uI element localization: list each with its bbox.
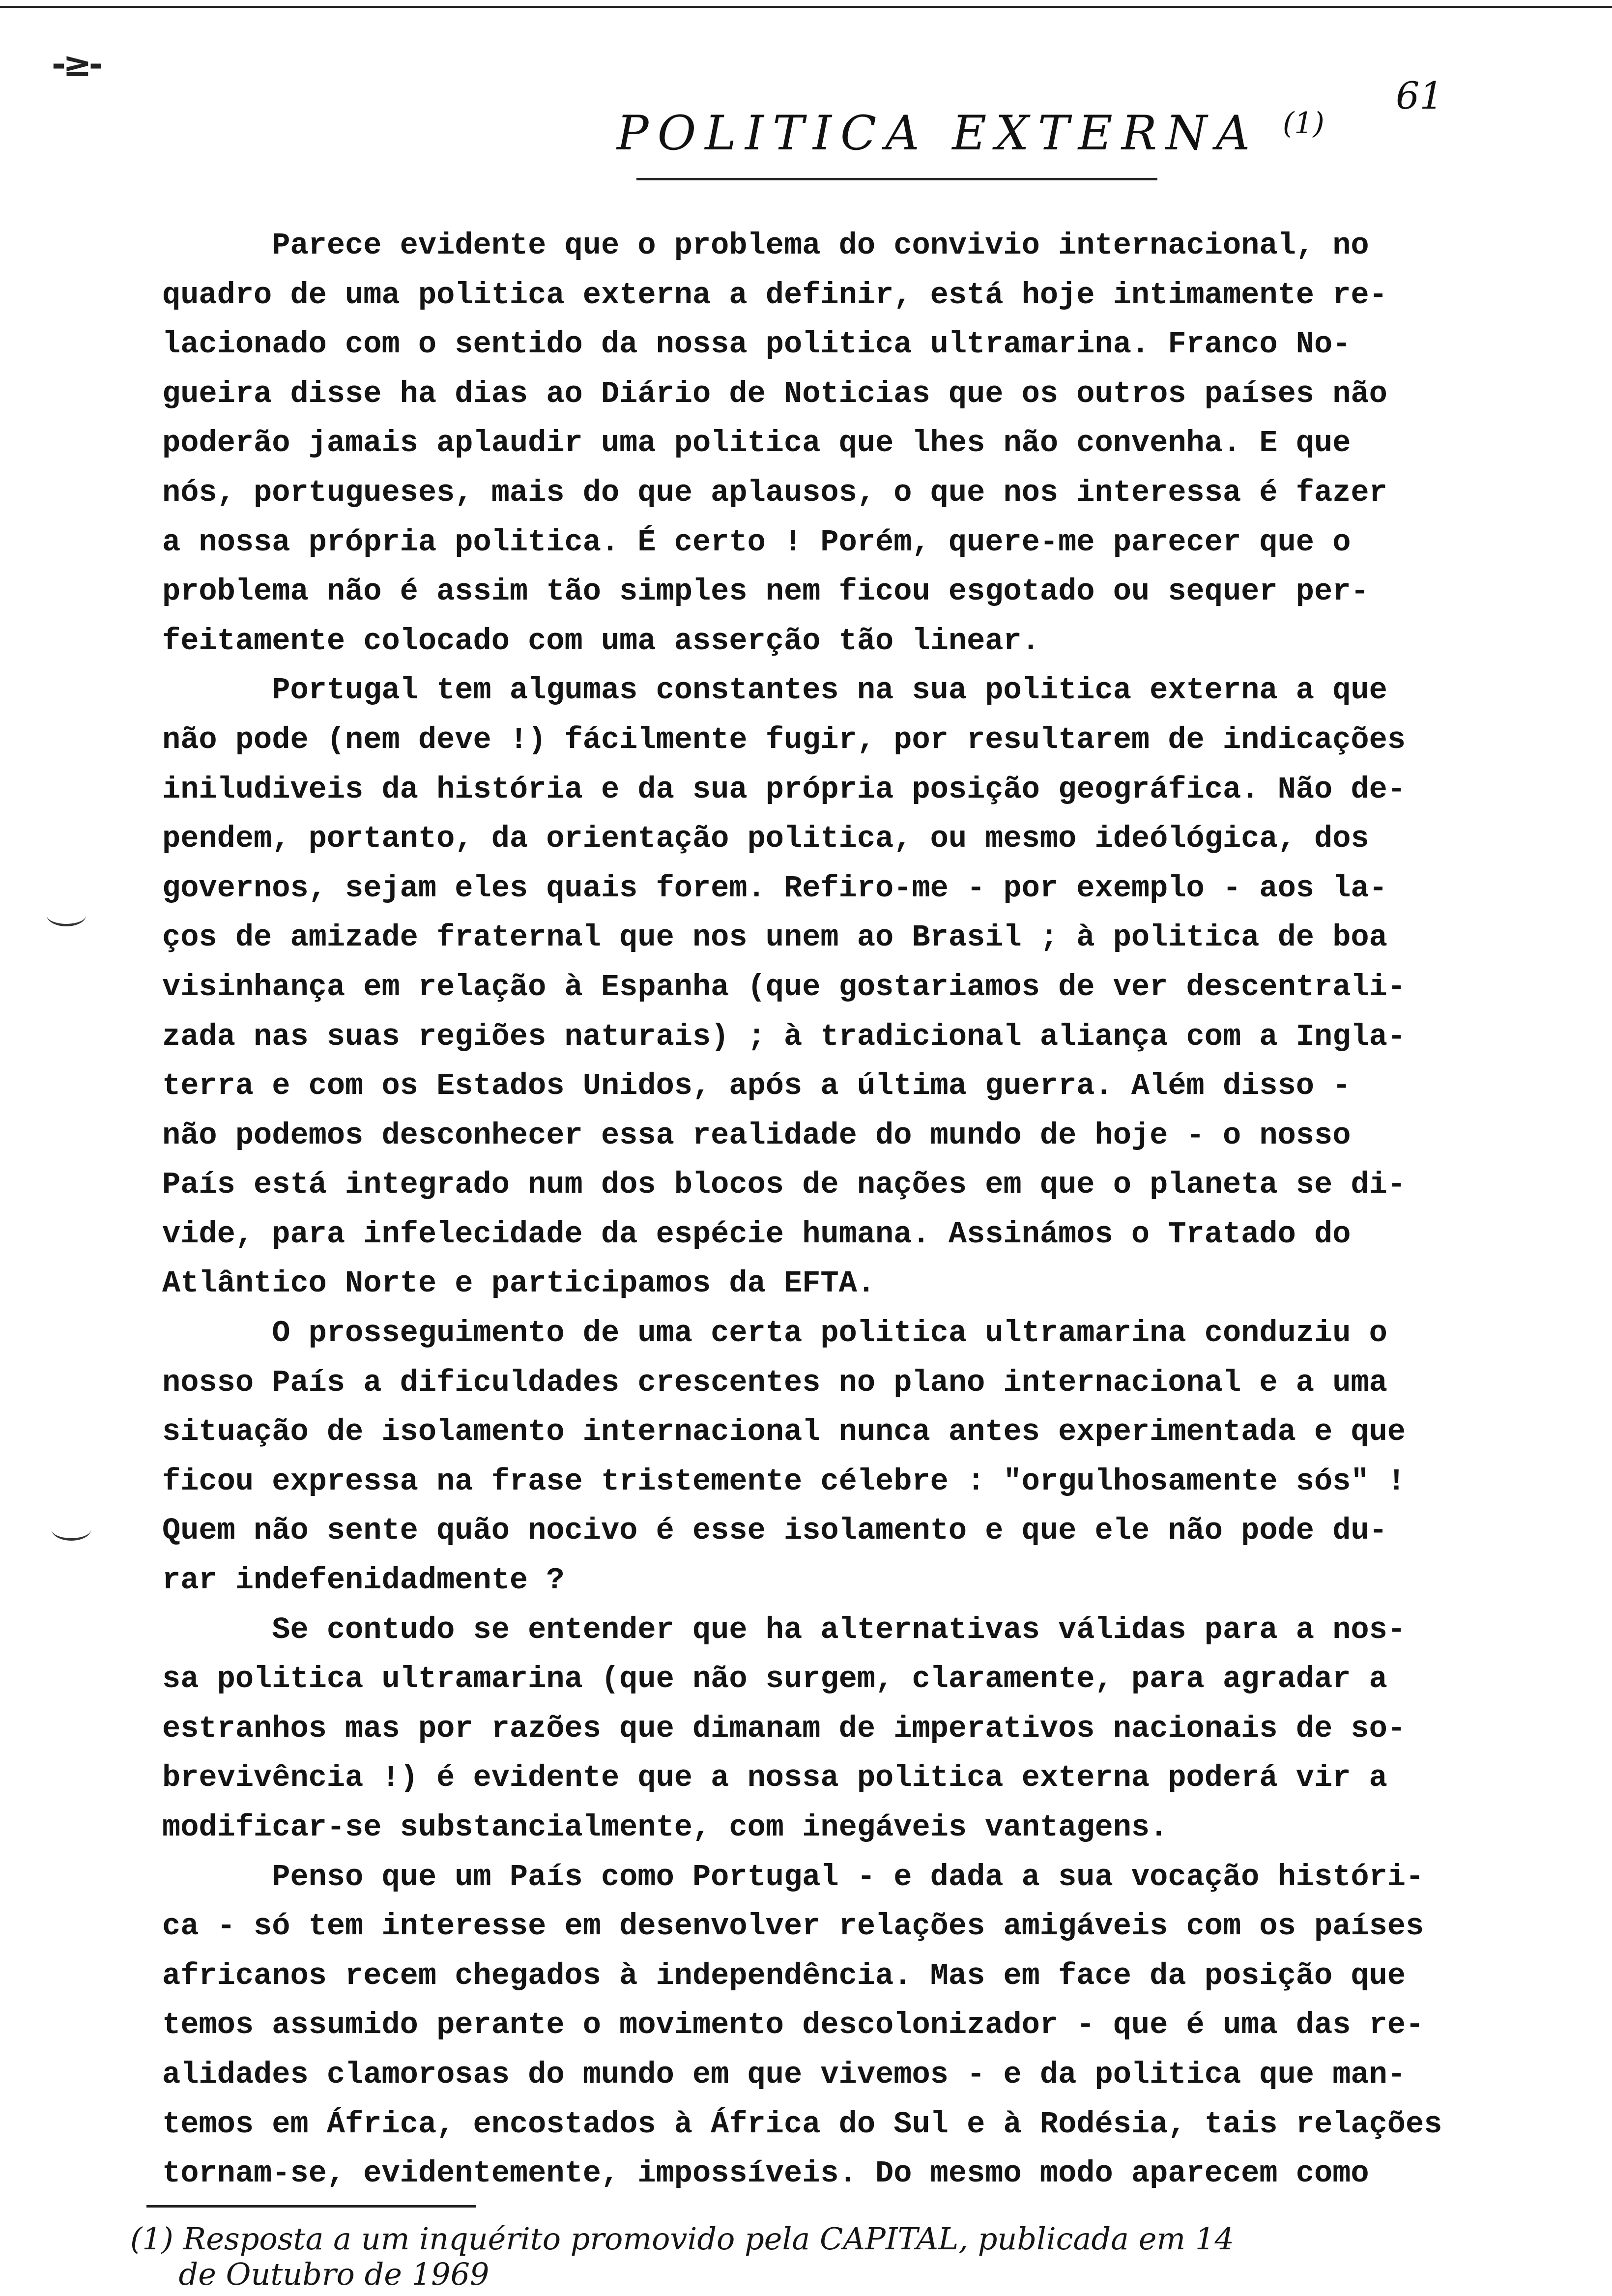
text-line: quadro de uma politica externa a definir, está hoje intimamente re-: [162, 277, 1387, 313]
text-line: iniludiveis da história e da sua própria posição geográfica. Não de-: [162, 772, 1406, 807]
title-underline: [636, 178, 1157, 180]
text-line: nós, portugueses, mais do que aplausos, o que nos interessa é fazer: [162, 475, 1387, 510]
text-line: ços de amizade fraternal que nos unem ao Brasil ; à politica de boa: [162, 920, 1387, 955]
text-line: alidades clamorosas do mundo em que vivemos - e da politica que man-: [162, 2057, 1406, 2092]
page-top-edge: [0, 6, 1612, 8]
margin-punch-mark: [52, 1519, 91, 1541]
corner-pen-mark: -≥-: [52, 44, 100, 85]
page-number: 61: [1396, 74, 1443, 117]
text-line: temos assumido perante o movimento descolonizador - que é uma das re-: [162, 2008, 1424, 2043]
text-line: vide, para infelecidade da espécie humana. Assinámos o Tratado do: [162, 1216, 1351, 1252]
text-line: Se contudo se entender que ha alternativas válidas para a nos-: [162, 1612, 1406, 1647]
text-line: O prosseguimento de uma certa politica ultramarina conduziu o: [162, 1316, 1387, 1351]
text-line: Quem não sente quão nocivo é esse isolamento e que ele não pode du-: [162, 1513, 1387, 1549]
text-line: Penso que um País como Portugal - e dada a sua vocação históri-: [162, 1859, 1424, 1894]
text-line: Atlântico Norte e participamos da EFTA.: [162, 1266, 876, 1301]
text-line: modificar-se substancialmente, com inegáveis vantagens.: [162, 1810, 1168, 1845]
text-line: não podemos desconhecer essa realidade do mundo de hoje - o nosso: [162, 1118, 1351, 1153]
text-line: pendem, portanto, da orientação politica, ou mesmo ideólógica, dos: [162, 821, 1369, 857]
text-line: africanos recem chegados à independência. Mas em face da posição que: [162, 1958, 1406, 1993]
footnote-line: (1) Resposta a um inquérito promovido pela CAPITAL, publicada em 14: [130, 2221, 1234, 2257]
text-line: governos, sejam eles quais forem. Refiro-me - por exemplo - aos la-: [162, 870, 1387, 906]
text-line: sa politica ultramarina (que não surgem, claramente, para agradar a: [162, 1662, 1387, 1697]
text-line: feitamente colocado com uma asserção tão linear.: [162, 623, 1040, 659]
text-line: gueira disse ha dias ao Diário de Noticias que os outros países não: [162, 376, 1387, 411]
margin-punch-mark: [47, 904, 86, 926]
text-line: lacionado com o sentido da nossa politica ultramarina. Franco No-: [162, 327, 1351, 362]
text-line: ca - só tem interesse em desenvolver relações amigáveis com os países: [162, 1909, 1424, 1944]
text-line: não pode (nem deve !) fácilmente fugir, por resultarem de indicações: [162, 722, 1406, 757]
text-line: estranhos mas por razões que dimanam de imperativos nacionais de so-: [162, 1711, 1406, 1746]
text-line: situação de isolamento internacional nunca antes experimentada e que: [162, 1414, 1406, 1450]
text-line: rar indefenidadmente ?: [162, 1563, 565, 1598]
text-line: tornam-se, evidentemente, impossíveis. Do mesmo modo aparecem como: [162, 2156, 1369, 2191]
text-line: zada nas suas regiões naturais) ; à tradicional aliança com a Ingla-: [162, 1019, 1406, 1054]
text-line: poderão jamais aplaudir uma politica que lhes não convenha. E que: [162, 426, 1351, 461]
text-line: terra e com os Estados Unidos, após a última guerra. Além disso -: [162, 1068, 1351, 1104]
handwritten-footnote: [130, 2221, 1555, 2292]
footnote-separator: [146, 2205, 476, 2208]
text-line: a nossa própria politica. É certo ! Porém, quere-me parecer que o: [162, 524, 1351, 560]
text-line: temos em África, encostados à África do Sul e à Rodésia, tais relações: [162, 2106, 1442, 2142]
text-line: Parece evidente que o problema do convivio internacional, no: [162, 228, 1369, 263]
text-line: ficou expressa na frase tristemente célebre : "orgulhosamente sós" !: [162, 1464, 1406, 1499]
title-footnote-marker: (1): [1282, 106, 1324, 141]
text-line: nosso País a dificuldades crescentes no plano internacional e a uma: [162, 1365, 1387, 1400]
title-text: POLITICA EXTERNA: [617, 106, 1259, 161]
typed-body-text: [162, 221, 1538, 2199]
text-line: brevivência !) é evidente que a nossa politica externa poderá vir a: [162, 1760, 1387, 1796]
page-title: [617, 106, 1324, 161]
text-line: País está integrado num dos blocos de nações em que o planeta se di-: [162, 1167, 1406, 1203]
text-line: visinhança em relação à Espanha (que gostariamos de ver descentrali-: [162, 969, 1406, 1004]
text-line: Portugal tem algumas constantes na sua politica externa a que: [162, 673, 1387, 708]
footnote-line: de Outubro de 1969: [130, 2256, 489, 2292]
text-line: problema não é assim tão simples nem ficou esgotado ou sequer per-: [162, 574, 1369, 609]
